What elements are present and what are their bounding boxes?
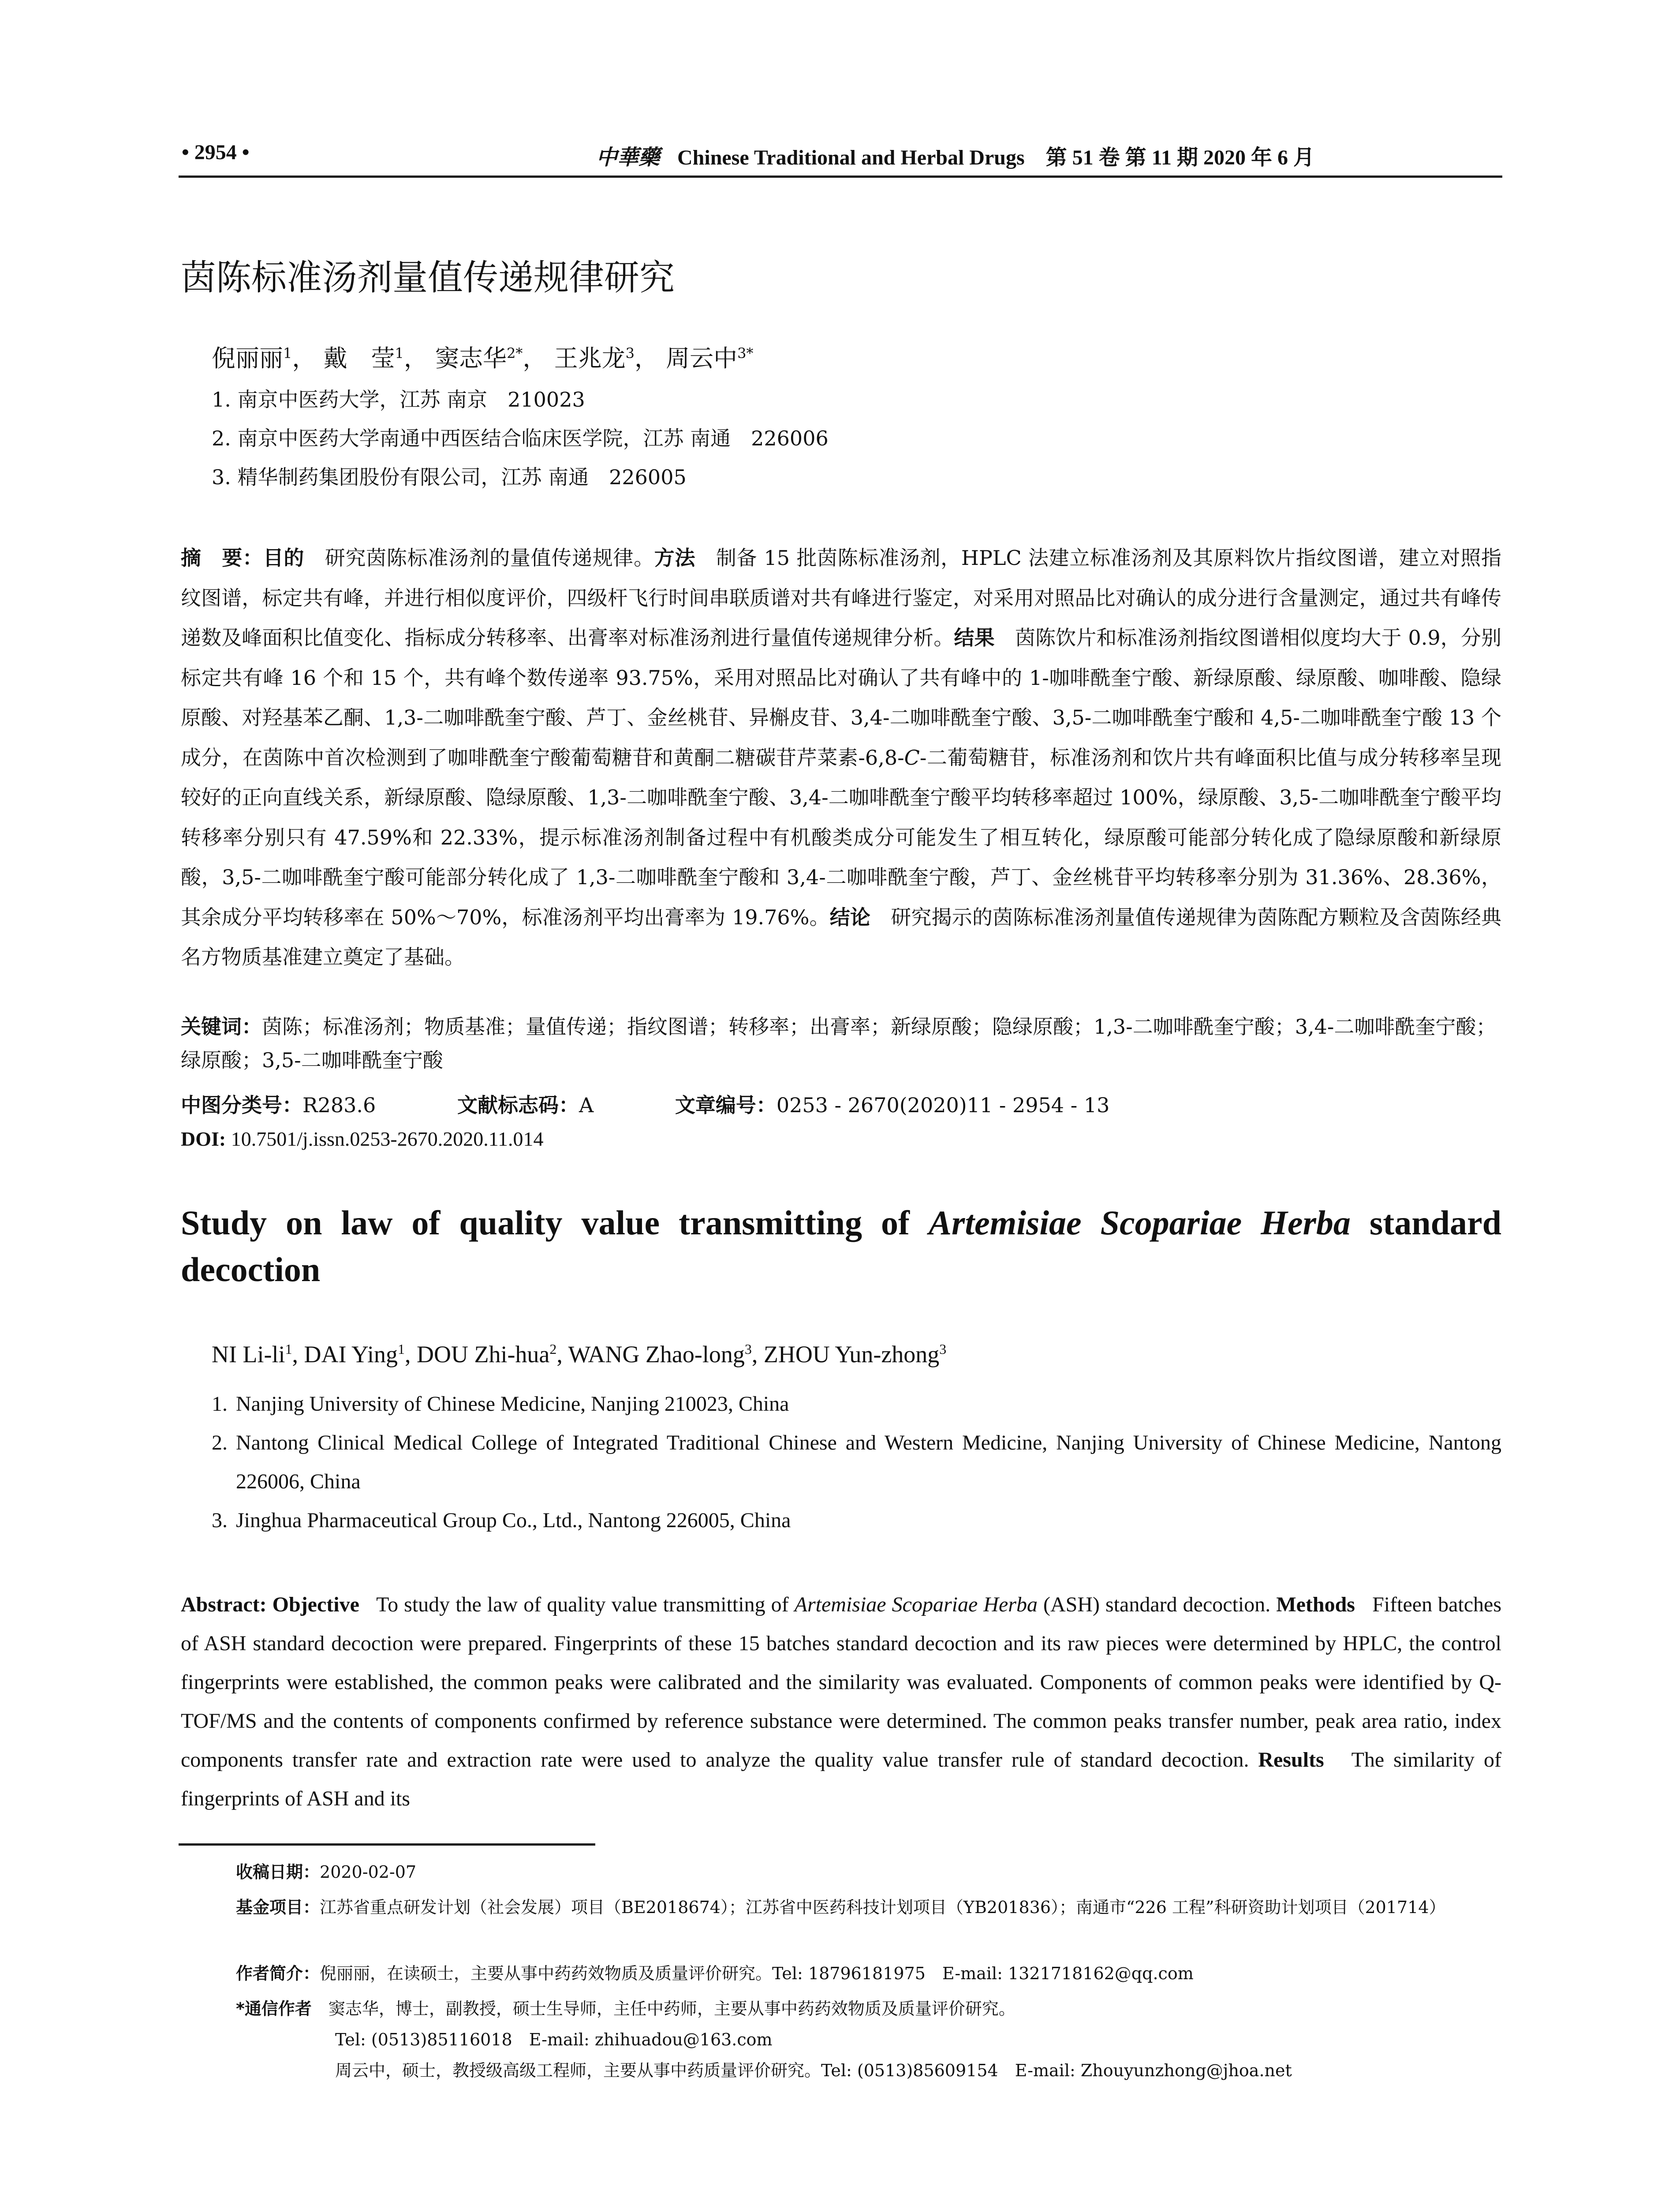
en-affiliation: 1. Nanjing University of Chinese Medicine, Nanjing 210023, China <box>212 1392 789 1416</box>
footnote-received: 收稿日期：2020-02-07 <box>236 1862 417 1882</box>
en-abstract: Abstract: Objective To study the law of quality value transmitting of Artemisiae Scopariae Herba (ASH) standard decoction. Methods Fifteen batches of ASH standard decoction were prepared. Fingerprints of these 15 batches standard decoction and its raw pieces were determined by HPLC, the control fingerprints were established, the common peaks were calibrated and the similarity was evaluated. Components of common peaks were identified by Q-TOF/MS and the contents of components confirmed by reference substance were determined. The common peaks transfer number, peak area ratio, index components transfer rate and extraction rate were used to analyze the quality value transfer rule of standard decoction. Results The similarity of fingerprints of ASH and its <box>181 1593 1502 1810</box>
footnote-corresponding: *通信作者 窦志华，博士，副教授，硕士生导师，主任中药师，主要从事中药药效物质及质量评价研究。 Tel: (0513)85116018 E-mail: zhihuadou@163.com 周云中，硕士，教授级高级工程师，主要从事中药质量评价研究。Tel: (0513)85609154 E-mail: Zhouyunzhong@jhoa.net <box>236 1999 1292 2080</box>
cn-affiliation: 2. 南京中医药大学南通中西医结合临床医学院，江苏 南通 226006 <box>212 426 829 450</box>
cn-keywords: 关键词：茵陈；标准汤剂；物质基准；量值传递；指纹图谱；转移率；出膏率；新绿原酸；隐绿原酸；1,3-二咖啡酰奎宁酸；3,4-二咖啡酰奎宁酸；绿原酸；3,5-二咖啡酰奎宁酸 <box>181 1015 1497 1072</box>
page-number: • 2954 • <box>182 141 250 164</box>
journal-info <box>596 140 1314 171</box>
cn-author: 王兆龙 <box>554 344 626 372</box>
footnote-rule <box>179 1843 595 1846</box>
journal-citation: Chinese Traditional and Herbal Drugs 第 51 卷 第 11 期 2020 年 6 月 <box>677 146 1315 169</box>
running-header <box>182 140 1502 176</box>
cn-affiliation: 1. 南京中医药大学，江苏 南京 210023 <box>212 388 585 411</box>
en-title: Study on law of quality value transmitting of Artemisiae Scopariae Herba standard decoction <box>181 1203 1502 1289</box>
cn-author: 倪丽丽 <box>212 344 283 372</box>
cn-authors: 倪丽丽$^1$， 戴 莹$^1$， 窦志华$^{2*}$， 王兆龙$^3$， 周云中$^{3*}$ <box>212 344 754 372</box>
cn-abstract: 摘 要：目的 研究茵陈标准汤剂的量值传递规律。方法 制备 15 批茵陈标准汤剂，HPLC 法建立标准汤剂及其原料饮片指纹图谱，建立对照指纹图谱，标定共有峰，并进行相似度评价，四级杆飞行时间串联质谱对共有峰进行鉴定，对采用对照品比对确认的成分进行含量测定，通过共有峰传递数及峰面积比值变化、指标成分转移率、出膏率对标准汤剂进行量值传递规律分析。结果 茵陈饮片和标准汤剂指纹图谱相似度均大于 0.9，分别标定共有峰 16 个和 15 个，共有峰个数传递率 93.75%，采用对照品比对确认了共有峰中的 1-咖啡酰奎宁酸、新绿原酸、绿原酸、咖啡酸、隐绿原酸、对羟基苯乙酮、1,3-二咖啡酰奎宁酸、芦丁、金丝桃苷、异槲皮苷、3,4-二咖啡酰奎宁酸、3,5-二咖啡酰奎宁酸和 4,5-二咖啡酰奎宁酸 13 个成分，在茵陈中首次检测到了咖啡酰奎宁酸葡萄糖苷和黄酮二糖碳苷芹菜素-6,8-C-二葡萄糖苷，标准汤剂和饮片共有峰面积比值与成分转移率呈现较好的正向直线关系，新绿原酸、隐绿原酸、1,3-二咖啡酰奎宁酸、3,4-二咖啡酰奎宁酸平均转移率超过 100%，绿原酸、3,5-二咖啡酰奎宁酸平均转移率分别只有 47.59%和 22.33%，提示标准汤剂制备过程中有机酸类成分可能发生了相互转化，绿原酸可能部分转化成了隐绿原酸和新绿原酸，3,5-二咖啡酰奎宁酸可能部分转化成了 1,3-二咖啡酰奎宁酸和 3,4-二咖啡酰奎宁酸，芦丁、金丝桃苷平均转移率分别为 31.36%、28.36%，其余成分平均转移率在 50%～70%，标准汤剂平均出膏率为 19.76%。结论 研究揭示的茵陈标准汤剂量值传递规律为茵陈配方颗粒及含茵陈经典名方物质基准建立奠定了基础。 <box>181 546 1502 969</box>
header-rule <box>179 176 1502 178</box>
cn-title: 茵陈标准汤剂量值传递规律研究 <box>181 257 675 298</box>
footnote-fund: 基金项目：江苏省重点研发计划（社会发展）项目（BE2018674）；江苏省中医药科技计划项目（YB201836）；南通市“226 工程”科研资助计划项目（201714） <box>236 1898 1446 1917</box>
footnote-bio: 作者简介：倪丽丽，在读硕士，主要从事中药药效物质及质量评价研究。Tel: 18796181975 E-mail: 1321718162@qq.com <box>236 1964 1194 1983</box>
cn-author: 周云中 <box>666 344 738 372</box>
cn-affiliation: 3. 精华制药集团股份有限公司，江苏 南通 226005 <box>212 465 687 489</box>
journal-logo: 中華藥 <box>596 145 660 170</box>
en-authors: NI $Li-li^1$, DAI Ying$^1$, DOU Zhi-hua$^2$, WANG Zhao-long$^3$, ZHOU Yun-zhong$^3$ <box>212 1341 947 1368</box>
en-affiliation: 3. Jinghua Pharmaceutical Group Co., Ltd., Nantong 226005, China <box>212 1509 791 1532</box>
cn-author: 戴 莹 <box>323 344 395 372</box>
doi: DOI: 10.7501/j.issn.0253-2670.2020.11.014 <box>181 1128 544 1150</box>
en-affiliation: 2. Nantong Clinical Medical College of Integrated Traditional Chinese and Western Medicine, Nanjing University of Chinese Medicine, Nantong 226006, China <box>212 1431 1501 1493</box>
cn-author: 窦志华 <box>435 344 507 372</box>
classification-line: 中图分类号：R283.6 文献标志码：A 文章编号：0253 - 2670(2020)11 - 2954 - 13 <box>181 1093 1110 1117</box>
